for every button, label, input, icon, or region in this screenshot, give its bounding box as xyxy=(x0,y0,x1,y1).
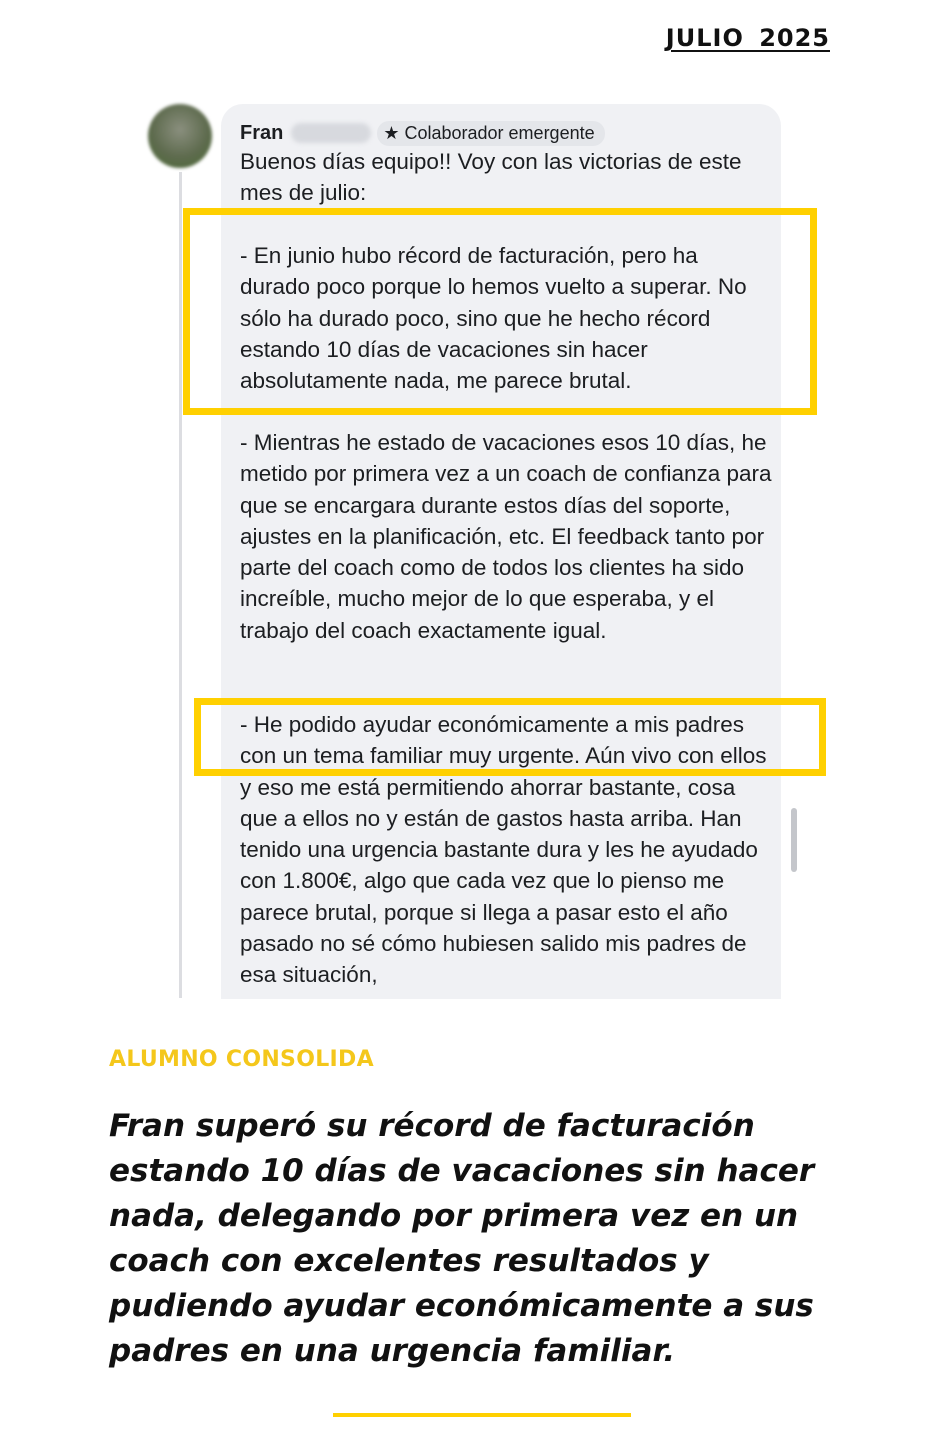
comment-paragraph-record: - En junio hubo récord de facturación, pero ha durado poco porque lo hemos vuelto a superar. No sólo ha durado poco, sino que he hecho récord estando 10 días de vacaciones sin hacer absolutamente nada, me parece brutal. xyxy=(240,243,747,394)
bottom-divider xyxy=(333,1413,631,1417)
author-name[interactable]: Fran xyxy=(240,121,284,144)
date-label: JULIO 2025 xyxy=(665,24,830,52)
role-badge xyxy=(377,121,604,146)
blurred-surname xyxy=(291,123,371,143)
comment-paragraph-parents: - He podido ayudar económicamente a mis padres con un tema familiar muy urgente. Aún vivo con ellos y eso me está permitiendo ahorrar bastante, cosa que a ellos no y están de gastos hasta arriba. Han tenido una urgencia bastante dura y les he ayudado con 1.800€, algo que cada vez que lo pienso me parece brutal, porque si llega a pasar esto el año pasado no sé cómo hubiesen salido mis padres de esa situación, xyxy=(240,712,767,988)
summary-text: Fran superó su récord de facturación estando 10 días de vacaciones sin hacer nada, delegando por primera vez en un coach con excelentes resultados y pudiendo ayudar económicamente a sus padres en una urgencia familiar. xyxy=(109,1108,815,1369)
scrollbar[interactable] xyxy=(791,808,797,872)
badge-label: Colaborador emergente xyxy=(404,122,595,143)
star-icon: ★ xyxy=(383,123,400,143)
comment-paragraph-intro: Buenos días equipo!! Voy con las victorias de este mes de julio: xyxy=(240,149,742,206)
avatar[interactable] xyxy=(148,104,212,168)
comment-header xyxy=(240,120,605,146)
comment-paragraph-coach: - Mientras he estado de vacaciones esos 10 días, he metido por primera vez a un coach de confianza para que se encargara durante estos días del soporte, ajustes en la planificación, etc. El feedback tanto por parte del coach como de todos los clientes ha sido increíble, mucho mejor de lo que esperaba, y el trabajo del coach exactamente igual. xyxy=(240,430,772,643)
thread-line xyxy=(179,172,182,998)
comment-bubble xyxy=(221,104,781,999)
section-tag: ALUMNO CONSOLIDA xyxy=(109,1047,374,1072)
